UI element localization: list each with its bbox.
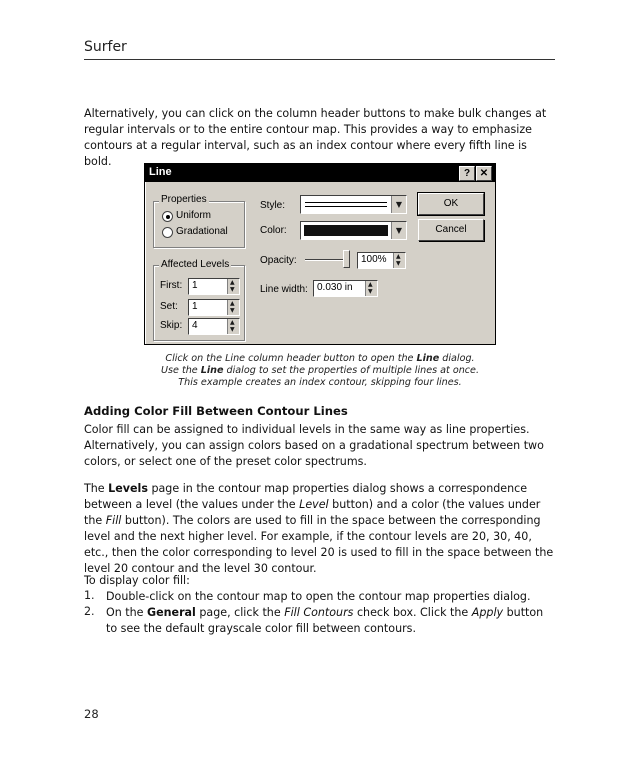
opacity-value: 100% xyxy=(361,254,387,265)
step-1-text: Double-click on the contour map to open the contour map properties dialog. xyxy=(106,590,531,603)
cancel-button[interactable]: Cancel xyxy=(418,219,484,241)
first-label: First: xyxy=(160,280,183,291)
figure-caption-line-1 xyxy=(84,353,556,365)
text: page, click the xyxy=(195,606,285,619)
line-style-preview xyxy=(305,202,387,207)
first-spinner[interactable] xyxy=(188,278,240,295)
set-spin-arrows[interactable]: ▲ ▼ xyxy=(227,300,239,315)
section-heading: Adding Color Fill Between Contour Lines xyxy=(84,404,348,418)
gradational-radio-label: Gradational xyxy=(176,226,228,237)
figure-caption-line-3: This example creates an index contour, skipping four lines. xyxy=(178,377,462,388)
line-width-spin-arrows[interactable]: ▲ ▼ xyxy=(365,281,377,296)
properties-group xyxy=(153,201,245,248)
line-dialog xyxy=(144,163,496,345)
levels-bold: Levels xyxy=(108,482,148,495)
style-label: Style: xyxy=(260,200,286,211)
dialog-title: Line xyxy=(149,166,172,178)
text: check box. Click the xyxy=(353,606,472,619)
skip-spinner[interactable] xyxy=(188,318,240,335)
set-label: Set: xyxy=(160,301,178,312)
general-bold: General xyxy=(147,606,196,619)
display-fill-intro: To display color fill: xyxy=(84,574,190,587)
text: button). The colors are used to fill in the space between the corresponding level and the next higher level. For example, if the contour levels are 20, 30, 40, etc., then the color corresponding to level 20 is used to fill in the space between the level 20 contour and the level 30 contour. xyxy=(84,514,554,575)
caption-bold: Line xyxy=(416,353,440,364)
dialog-title-bar xyxy=(145,164,495,182)
color-label: Color: xyxy=(260,225,287,236)
line-width-label: Line width: xyxy=(260,284,308,295)
level-italic: Level xyxy=(299,498,329,511)
style-dropdown-arrow-icon[interactable]: ▼ xyxy=(391,196,406,213)
opacity-spin-arrows[interactable]: ▲ ▼ xyxy=(393,253,405,268)
opacity-label: Opacity: xyxy=(260,255,297,266)
fill-italic: Fill xyxy=(105,514,122,527)
figure-caption-line-2 xyxy=(84,365,556,377)
text: page in the contour map properties dialog shows a correspondence between a level (the values under the xyxy=(84,482,528,511)
line-width-spinner[interactable] xyxy=(313,280,378,297)
caption-text: dialog. xyxy=(439,353,475,364)
opacity-spinner[interactable] xyxy=(357,252,406,269)
color-fill-paragraph: Color fill can be assigned to individual levels in the same way as line properties. Alternatively, you can assign colors based on a gradational spectrum between two colors, or select one of the preset color spectrums. xyxy=(84,423,544,468)
intro-paragraph: Alternatively, you can click on the column header buttons to make bulk changes at regular intervals or to the entire contour map. This provides a way to emphasize contours at a regular interval, such as an index contour where every fifth line is bold. xyxy=(84,107,547,168)
color-swatch xyxy=(304,225,388,236)
skip-spin-arrows[interactable]: ▲ ▼ xyxy=(227,319,239,334)
gradational-radio[interactable] xyxy=(162,227,173,238)
caption-text: dialog to set the properties of multiple lines at once. xyxy=(223,365,480,376)
step-2-number: 2. xyxy=(84,605,95,618)
levels-paragraph xyxy=(84,481,556,577)
color-combo[interactable] xyxy=(300,221,407,240)
skip-value: 4 xyxy=(192,320,198,331)
text: The xyxy=(84,482,109,495)
caption-text: Use the xyxy=(160,365,201,376)
uniform-radio-label: Uniform xyxy=(176,210,212,221)
text: On the xyxy=(106,606,148,619)
line-width-value: 0.030 in xyxy=(317,282,353,293)
fill-contours-italic: Fill Contours xyxy=(284,606,354,619)
running-header-title: Surfer xyxy=(84,39,127,55)
set-value: 1 xyxy=(192,301,198,312)
header-rule xyxy=(84,59,555,60)
step-2-text xyxy=(106,605,556,637)
text: button to see the default grayscale color fill between contours. xyxy=(106,606,544,635)
page-number: 28 xyxy=(84,707,99,721)
text: button) and a color (the values under the xyxy=(84,498,541,527)
opacity-slider-thumb[interactable] xyxy=(343,250,350,268)
ok-button[interactable]: OK xyxy=(418,193,484,215)
properties-group-label: Properties xyxy=(161,194,207,205)
affected-levels-label: Affected Levels xyxy=(161,259,230,270)
style-combo[interactable] xyxy=(300,195,407,214)
caption-text: Click on the Line column header button to open the xyxy=(165,353,417,364)
skip-label: Skip: xyxy=(160,320,183,331)
color-dropdown-arrow-icon[interactable]: ▼ xyxy=(391,222,406,239)
first-spin-arrows[interactable]: ▲ ▼ xyxy=(227,279,239,294)
help-button[interactable]: ? xyxy=(459,166,475,181)
caption-bold: Line xyxy=(200,365,224,376)
set-spinner[interactable] xyxy=(188,299,240,316)
first-value: 1 xyxy=(192,280,198,291)
step-1-number: 1. xyxy=(84,589,95,602)
uniform-radio[interactable] xyxy=(162,211,173,222)
close-button[interactable]: ✕ xyxy=(476,166,492,181)
opacity-slider-track[interactable] xyxy=(305,259,347,261)
apply-italic: Apply xyxy=(471,606,504,619)
